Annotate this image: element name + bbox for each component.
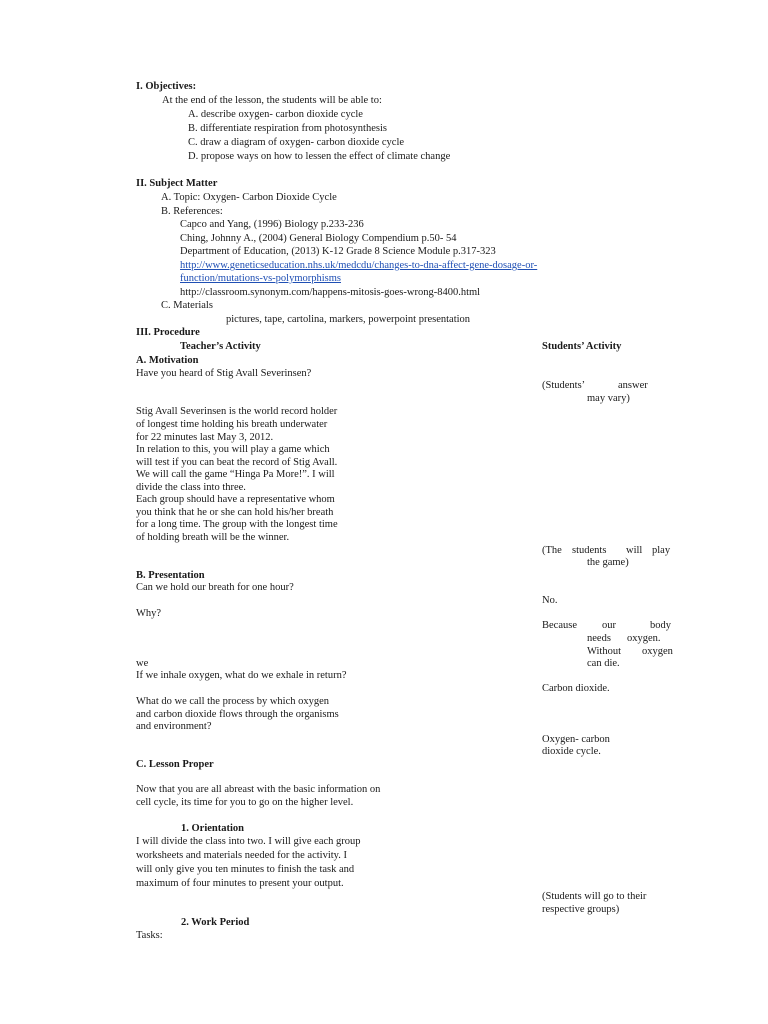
- student-answer: oxygen.: [627, 633, 661, 644]
- materials-list: pictures, tape, cartolina, markers, powerpoint presentation: [226, 314, 471, 325]
- work-period-heading: 2. Work Period: [181, 917, 250, 928]
- lesson-proper-intro: cell cycle, its time for you to go on the higher level.: [136, 797, 354, 808]
- student-answer: Without: [587, 646, 621, 657]
- student-answer: (The: [542, 545, 562, 556]
- reference-link[interactable]: http://www.geneticseducation.nhs.uk/medcdu/changes-to-dna-affect-gene-dosage-or-: [180, 260, 538, 271]
- motivation-paragraph-line: you think that he or she can hold his/her breath: [136, 507, 334, 518]
- student-answer: (Students’: [542, 380, 586, 391]
- motivation-paragraph-line: Stig Avall Severinsen is the world record holder: [136, 406, 338, 417]
- student-answer: body: [650, 620, 671, 631]
- student-answer: students: [572, 545, 607, 556]
- student-answer: will: [626, 545, 643, 556]
- references-label: B. References:: [161, 206, 223, 217]
- tasks-label: Tasks:: [136, 930, 163, 941]
- student-answer: (Students will go to their: [542, 891, 647, 902]
- orientation-line: I will divide the class into two. I will give each group: [136, 836, 361, 847]
- motivation-heading: A. Motivation: [136, 355, 199, 366]
- student-answer: our: [602, 620, 616, 631]
- objective-item: B. differentiate respiration from photosynthesis: [188, 123, 387, 134]
- objective-item: D. propose ways on how to lessen the effect of climate change: [188, 151, 451, 162]
- student-answer: dioxide cycle.: [542, 746, 601, 757]
- materials-label: C. Materials: [161, 300, 213, 311]
- motivation-paragraph-line: Each group should have a representative whom: [136, 494, 335, 505]
- motivation-paragraph-line: will test if you can beat the record of Stig Avall.: [136, 457, 338, 468]
- subject-matter-heading: II. Subject Matter: [136, 178, 218, 189]
- motivation-question: Have you heard of Stig Avall Severinsen?: [136, 368, 312, 379]
- orientation-heading: 1. Orientation: [181, 823, 244, 834]
- reference-link-continued[interactable]: function/mutations-vs-polymorphisms: [180, 273, 341, 284]
- student-answer: Oxygen- carbon: [542, 734, 610, 745]
- orientation-line: will only give you ten minutes to finish the task and: [136, 864, 355, 875]
- student-answer: play: [652, 545, 671, 556]
- motivation-paragraph-line: We will call the game “Hinga Pa More!”. I will: [136, 469, 335, 480]
- objectives-heading: I. Objectives:: [136, 81, 197, 92]
- motivation-paragraph-line: In relation to this, you will play a game which: [136, 444, 330, 455]
- motivation-paragraph-line: of longest time holding his breath underwater: [136, 419, 328, 430]
- students-activity-header: Students’ Activity: [542, 341, 622, 352]
- motivation-paragraph-line: for a long time. The group with the longest time: [136, 519, 338, 530]
- student-answer: Carbon dioxide.: [542, 683, 610, 694]
- lesson-proper-heading: C. Lesson Proper: [136, 759, 214, 770]
- motivation-paragraph-line: for 22 minutes last May 3, 2012.: [136, 432, 274, 443]
- student-answer: Because: [542, 620, 577, 631]
- student-answer: needs: [587, 633, 611, 644]
- teacher-activity-header: Teacher’s Activity: [180, 341, 261, 352]
- lesson-proper-intro: Now that you are all abreast with the basic information on: [136, 784, 381, 795]
- objective-item: C. draw a diagram of oxygen- carbon dioxide cycle: [188, 137, 405, 148]
- motivation-paragraph-line: divide the class into three.: [136, 482, 246, 493]
- presentation-question: If we inhale oxygen, what do we exhale in return?: [136, 670, 347, 681]
- presentation-question: and environment?: [136, 721, 212, 732]
- topic: A. Topic: Oxygen- Carbon Dioxide Cycle: [161, 192, 337, 203]
- presentation-heading: B. Presentation: [136, 570, 205, 581]
- student-answer: the game): [587, 557, 629, 568]
- student-answer: answer: [618, 380, 648, 391]
- student-answer: oxygen: [642, 646, 673, 657]
- student-answer: respective groups): [542, 904, 620, 915]
- orientation-line: worksheets and materials needed for the activity. I: [136, 850, 347, 861]
- reference-item: Ching, Johnny A., (2004) General Biology Compendium p.50- 54: [180, 233, 457, 244]
- reference-item: Capco and Yang, (1996) Biology p.233-236: [180, 219, 364, 230]
- procedure-heading: III. Procedure: [136, 327, 200, 338]
- reference-item: Department of Education, (2013) K-12 Grade 8 Science Module p.317-323: [180, 246, 496, 257]
- presentation-question: Why?: [136, 608, 162, 619]
- motivation-paragraph-line: of holding breath will be the winner.: [136, 532, 290, 543]
- presentation-question: What do we call the process by which oxygen: [136, 696, 330, 707]
- stray-text: we: [136, 658, 149, 669]
- objective-item: A. describe oxygen- carbon dioxide cycle: [188, 109, 363, 120]
- reference-url: http://classroom.synonym.com/happens-mitosis-goes-wrong-8400.html: [180, 287, 481, 298]
- student-answer: No.: [542, 595, 558, 606]
- orientation-line: maximum of four minutes to present your output.: [136, 878, 344, 889]
- student-answer: may vary): [587, 393, 630, 404]
- objectives-intro: At the end of the lesson, the students will be able to:: [162, 95, 382, 106]
- presentation-question: and carbon dioxide flows through the organisms: [136, 709, 339, 720]
- presentation-question: Can we hold our breath for one hour?: [136, 582, 294, 593]
- student-answer: can die.: [587, 658, 620, 669]
